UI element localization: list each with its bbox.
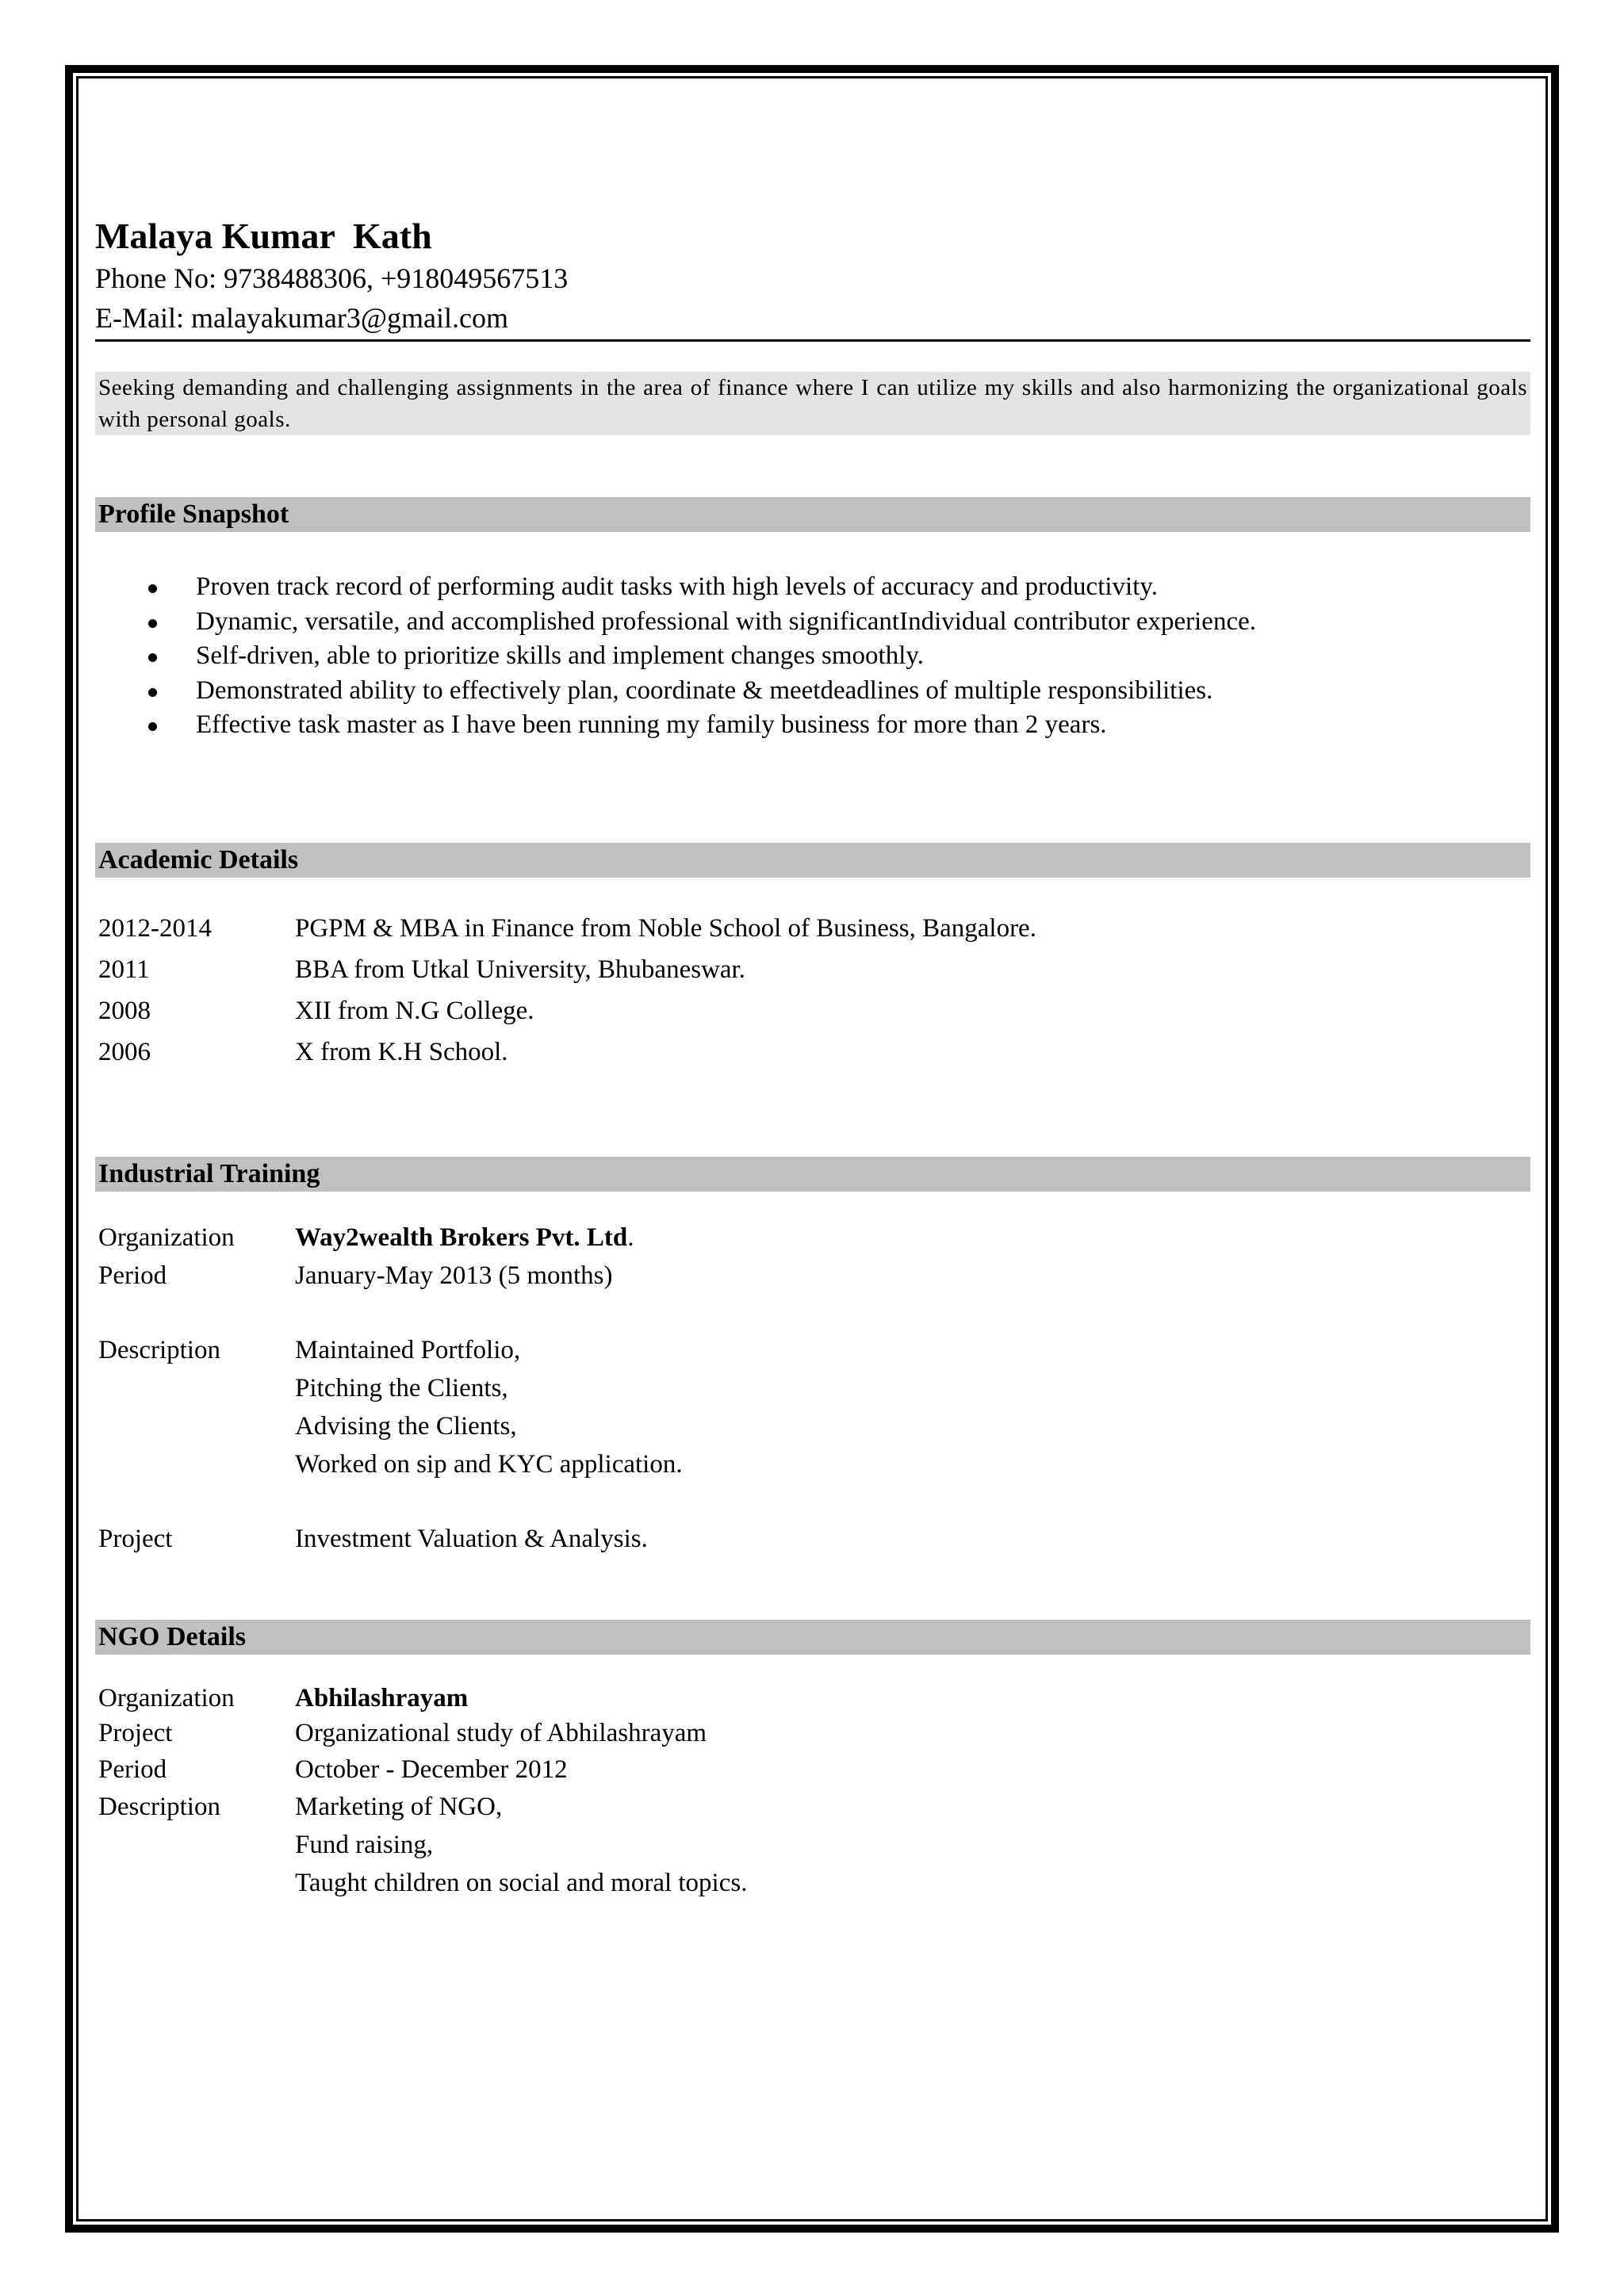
academic-year: 2006 [98, 1037, 151, 1066]
list-item: Effective task master as I have been running my family business for more than 2 years. [95, 708, 1530, 743]
section-header-training: Industrial Training [95, 1157, 1530, 1192]
ngo-desc-label: Description [98, 1792, 220, 1821]
candidate-name: Malaya Kumar Kath [95, 216, 432, 256]
table-row [95, 1219, 1530, 1257]
training-project-label: Project [98, 1524, 173, 1553]
ngo-org-label: Organization [98, 1683, 235, 1712]
academic-year: 2008 [98, 996, 151, 1025]
ngo-project-value: Organizational study of Abhilashrayam [295, 1718, 707, 1747]
training-period-label: Period [98, 1261, 167, 1290]
academic-year: 2012-2014 [98, 913, 212, 943]
training-details [95, 1219, 1530, 1558]
ngo-desc-lines [295, 1788, 1530, 1902]
header-divider [95, 339, 1530, 342]
table-row [95, 949, 1530, 990]
ngo-period-value: October - December 2012 [295, 1755, 568, 1784]
section-header-academic: Academic Details [95, 843, 1530, 878]
table-row [95, 1788, 1530, 1902]
section-header-profile: Profile Snapshot [95, 497, 1530, 532]
training-desc-line: Pitching the Clients, [295, 1373, 508, 1402]
training-desc-label: Description [98, 1335, 220, 1364]
training-desc-line: Worked on sip and KYC application. [295, 1449, 683, 1479]
academic-detail: BBA from Utkal University, Bhubaneswar. [295, 955, 745, 984]
training-desc-line: Maintained Portfolio, [295, 1335, 521, 1364]
profile-list [95, 570, 1530, 743]
list-item: Dynamic, versatile, and accomplished professional with significantIndividual contributor experience. [95, 605, 1530, 640]
table-row [95, 1331, 1530, 1483]
table-row [95, 908, 1530, 949]
table-row [95, 1682, 1530, 1715]
ngo-details [95, 1682, 1530, 1902]
list-item: Demonstrated ability to effectively plan, coordinate & meetdeadlines of multiple responsibilities. [95, 674, 1530, 709]
table-row [95, 1257, 1530, 1295]
training-desc-lines [295, 1331, 1530, 1483]
ngo-desc-line: Marketing of NGO, [295, 1792, 503, 1821]
ngo-desc-line: Taught children on social and moral topics. [295, 1868, 748, 1897]
academic-table [95, 908, 1530, 1073]
ngo-period-label: Period [98, 1755, 167, 1784]
table-row [95, 1715, 1530, 1751]
table-row [95, 1751, 1530, 1788]
table-row [95, 1031, 1530, 1073]
ngo-desc-line: Fund raising, [295, 1830, 434, 1859]
career-objective: Seeking demanding and challenging assignments in the area of finance where I can utilize my skills and also harmonizing the organizational goals with personal goals. [95, 372, 1530, 435]
academic-detail: PGPM & MBA in Finance from Noble School of Business, Bangalore. [295, 913, 1036, 943]
training-desc-line: Advising the Clients, [295, 1411, 517, 1441]
training-project-value: Investment Valuation & Analysis. [295, 1524, 648, 1553]
list-item: Self-driven, able to prioritize skills and implement changes smoothly. [95, 639, 1530, 674]
resume-content [95, 214, 1530, 1902]
training-org-label: Organization [98, 1223, 235, 1252]
ngo-org-value: Abhilashrayam [295, 1683, 469, 1712]
email-line: E-Mail: malayakumar3@gmail.com [95, 302, 508, 334]
training-period-value: January-May 2013 (5 months) [295, 1261, 613, 1290]
list-item: Proven track record of performing audit tasks with high levels of accuracy and productivity. [95, 570, 1530, 605]
ngo-project-label: Project [98, 1718, 173, 1747]
academic-detail: X from K.H School. [295, 1037, 508, 1066]
training-org-suffix: . [627, 1223, 634, 1252]
phone-line: Phone No: 9738488306, +918049567513 [95, 262, 569, 294]
training-org-name: Way2wealth Brokers Pvt. Ltd [295, 1223, 628, 1252]
table-row [95, 990, 1530, 1031]
academic-detail: XII from N.G College. [295, 996, 534, 1025]
training-org-cell [295, 1219, 1530, 1257]
table-row [95, 1520, 1530, 1558]
academic-year: 2011 [98, 955, 150, 984]
section-header-ngo: NGO Details [95, 1620, 1530, 1655]
